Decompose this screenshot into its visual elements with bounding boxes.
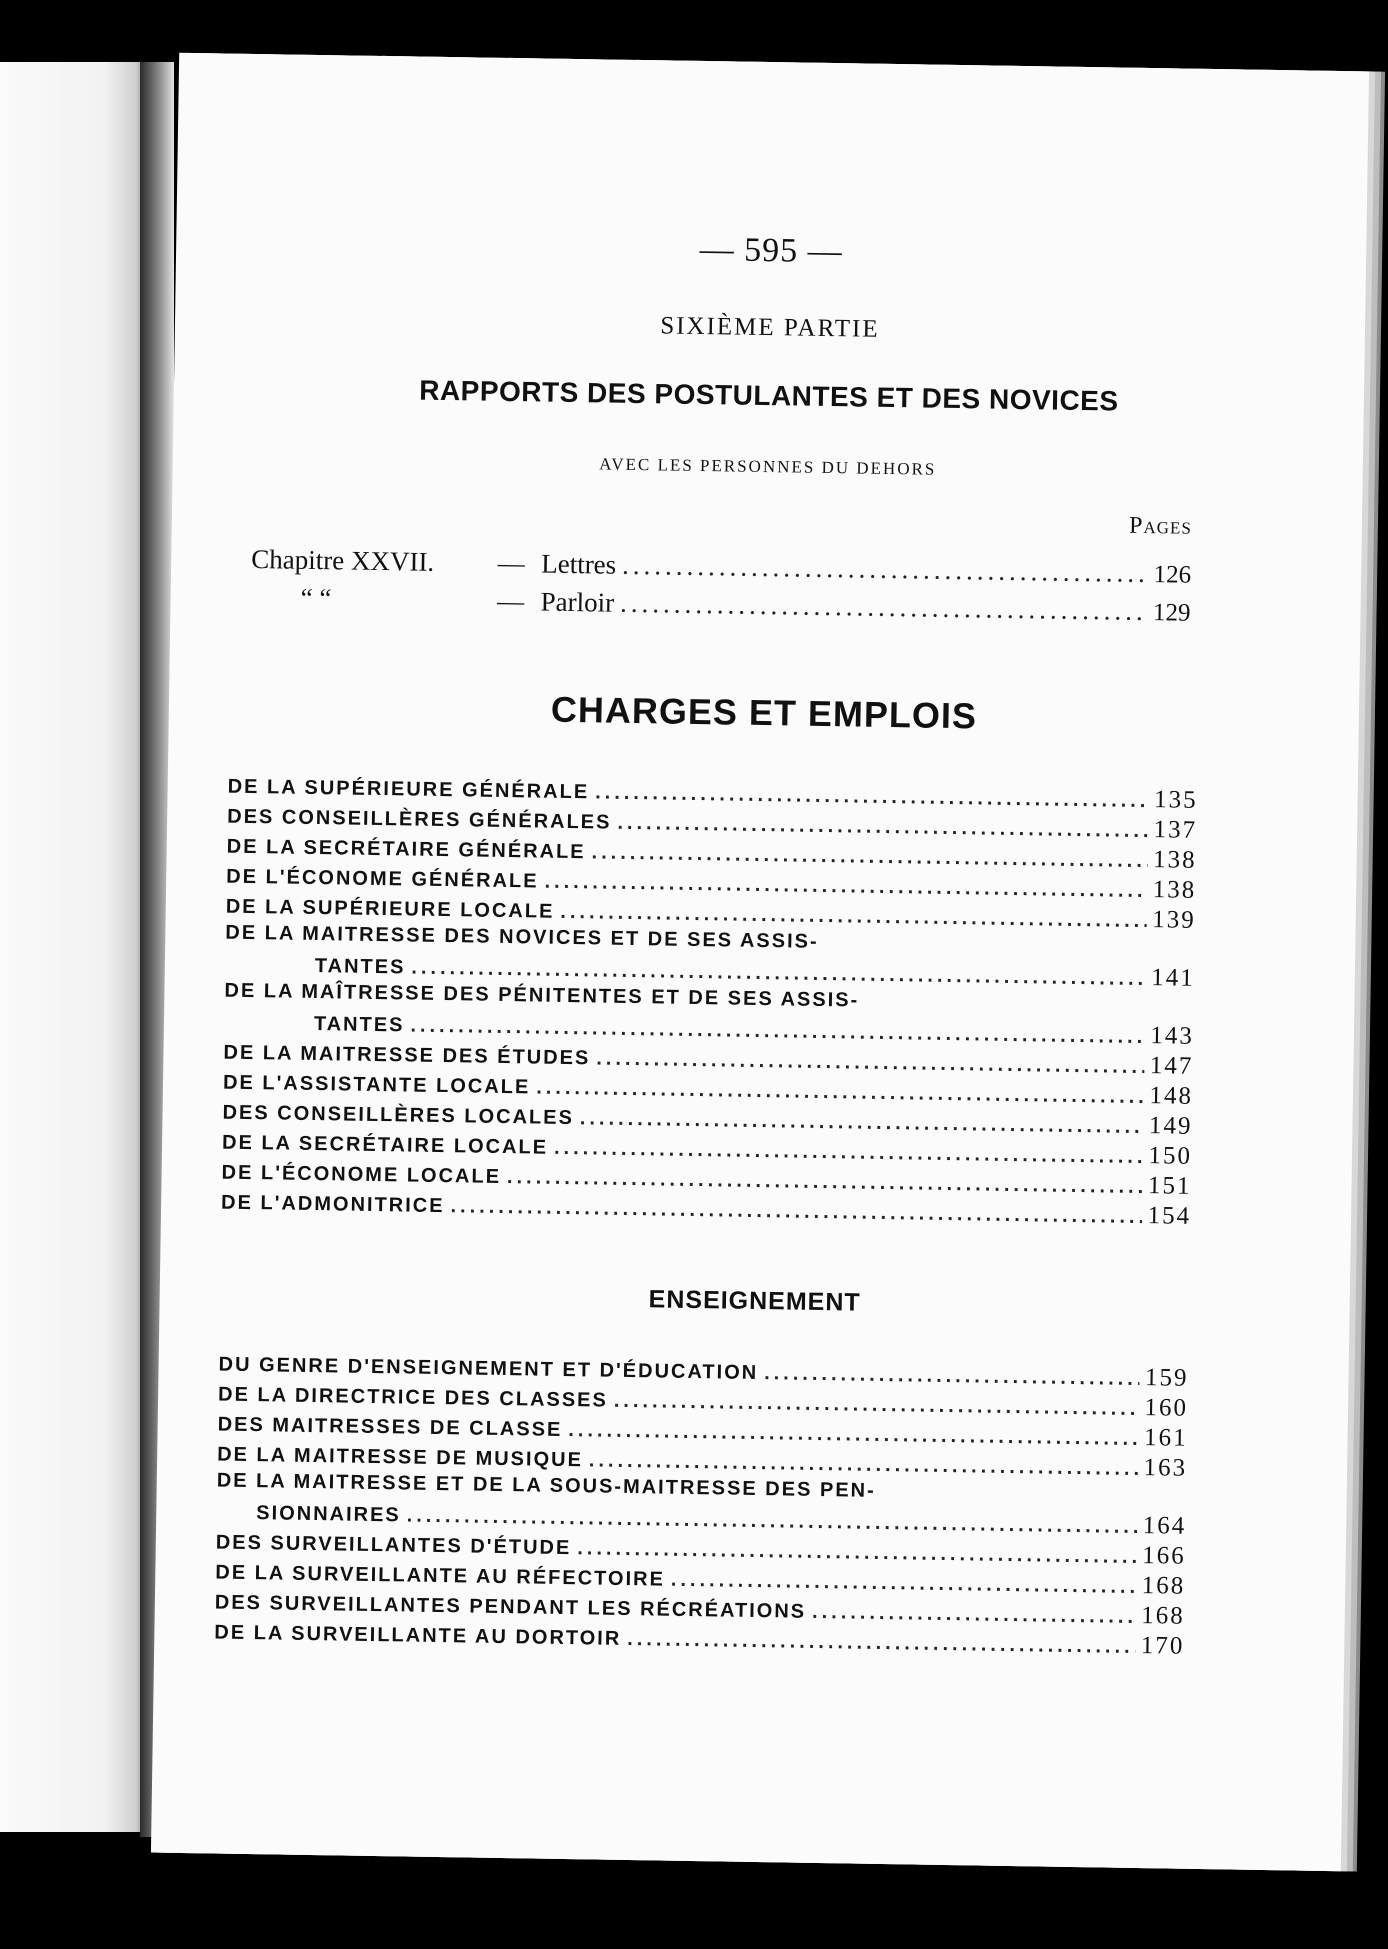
- entry-page: 151: [1147, 1172, 1192, 1200]
- entry-page: 143: [1150, 1022, 1195, 1050]
- page-number: — 595 —: [699, 230, 843, 271]
- dot-leader: [622, 550, 1145, 589]
- entry-page: 168: [1141, 1602, 1185, 1630]
- entry-title: DE L'ÉCONOME LOCALE: [221, 1161, 502, 1188]
- entry-page: 141: [1151, 964, 1196, 992]
- entry-page: 159: [1144, 1364, 1189, 1392]
- chapter-title: Lettres: [540, 548, 617, 580]
- entry-title: DE LA DIRECTRICE DES CLASSES: [217, 1383, 609, 1412]
- entry-title: DE L'ÉCONOME GÉNÉRALE: [226, 865, 539, 893]
- section-heading: RAPPORTS DES POSTULANTES ET DES NOVICES: [419, 374, 1119, 417]
- chapter-page: 126: [1153, 561, 1192, 589]
- entry-title-continuation: TANTES: [313, 1013, 405, 1037]
- entry-page: 147: [1149, 1052, 1194, 1080]
- entry-title: DE L'ASSISTANTE LOCALE: [222, 1071, 531, 1099]
- entry-page: 137: [1153, 816, 1198, 844]
- entry-page: 138: [1152, 876, 1197, 904]
- entry-title: DE L'ADMONITRICE: [220, 1191, 445, 1218]
- entry-page: 148: [1149, 1082, 1194, 1110]
- dot-leader: [671, 1569, 1136, 1599]
- entry-title: DE LA SUPÉRIEURE LOCALE: [225, 895, 555, 923]
- entry-page: 163: [1143, 1454, 1188, 1482]
- entry-page: 154: [1147, 1202, 1192, 1230]
- entry-title: DE LA MAITRESSE DE MUSIQUE: [217, 1443, 584, 1472]
- entry-page: 166: [1142, 1542, 1186, 1570]
- chapter-label: Chapitre XXVII.: [251, 543, 435, 577]
- dot-leader: [812, 1601, 1135, 1629]
- chapter-label: “ “: [300, 582, 332, 614]
- entry-title: DU GENRE D'ENSEIGNEMENT ET D'ÉDUCATION: [218, 1353, 759, 1385]
- dot-leader: [627, 1628, 1135, 1659]
- entry-title: DES MAITRESSES DE CLASSE: [217, 1413, 563, 1441]
- entry-title: DE LA SUPÉRIEURE GÉNÉRALE: [227, 775, 590, 804]
- entry-page: 164: [1142, 1512, 1187, 1540]
- entry-page: 161: [1143, 1424, 1188, 1452]
- section-title: SIXIÈME PARTIE: [660, 312, 880, 343]
- entry-page: 170: [1140, 1632, 1185, 1660]
- entry-title: DES SURVEILLANTES PENDANT LES RÉCRÉATIONS: [214, 1591, 807, 1623]
- chapter-title: Parloir: [540, 586, 615, 618]
- entry-page: 135: [1153, 786, 1198, 814]
- previous-page-edge: [0, 62, 148, 1832]
- entry-title: DES CONSEILLÈRES LOCALES: [222, 1101, 575, 1130]
- entry-title: DES SURVEILLANTES D'ÉTUDE: [215, 1531, 572, 1560]
- dot-leader: [764, 1362, 1139, 1391]
- entry-title: DE LA SURVEILLANTE AU RÉFECTOIRE: [215, 1561, 666, 1591]
- chapter-separator: —: [497, 547, 525, 579]
- toc-chapter-row: [250, 582, 1190, 628]
- section-subtitle: AVEC LES PERSONNES DU DEHORS: [599, 454, 937, 479]
- dot-leader: [620, 588, 1145, 627]
- chapter-page: 129: [1152, 599, 1191, 627]
- toc-chapter-row: [251, 544, 1191, 590]
- charges-heading: CHARGES ET EMPLOIS: [550, 688, 978, 737]
- entry-title: DE LA SURVEILLANTE AU DORTOIR: [214, 1621, 622, 1650]
- enseignement-heading: ENSEIGNEMENT: [648, 1285, 861, 1317]
- entry-title: DES CONSEILLÈRES GÉNÉRALES: [227, 805, 612, 834]
- entry-page: 138: [1152, 846, 1197, 874]
- entry-title: DE LA SECRÉTAIRE LOCALE: [221, 1131, 549, 1159]
- entry-page: 168: [1141, 1572, 1186, 1600]
- book-page: [151, 53, 1369, 1871]
- entry-title: DE LA MAITRESSE DES NOVICES ET DE SES ASSIS-: [225, 921, 819, 953]
- pages-column-label: Pages: [1128, 512, 1193, 540]
- entry-title: DE LA MAITRESSE ET DE LA SOUS-MAITRESSE DES PEN-: [216, 1469, 876, 1502]
- entry-title-continuation: SIONNAIRES: [256, 1502, 401, 1527]
- entry-page: 139: [1152, 906, 1196, 934]
- dot-leader: [450, 1195, 1141, 1229]
- chapter-separator: —: [496, 585, 525, 617]
- entry-page: 150: [1148, 1142, 1193, 1170]
- entry-title: DE LA MAITRESSE DES ÉTUDES: [223, 1041, 591, 1070]
- entry-page: 160: [1144, 1394, 1189, 1422]
- entry-page: 149: [1148, 1112, 1193, 1140]
- entry-title: DE LA MAÎTRESSE DES PÉNITENTES ET DE SES ASSIS-: [224, 979, 860, 1012]
- entry-title: DE LA SECRÉTAIRE GÉNÉRALE: [226, 835, 586, 864]
- entry-title-continuation: TANTES: [314, 955, 406, 979]
